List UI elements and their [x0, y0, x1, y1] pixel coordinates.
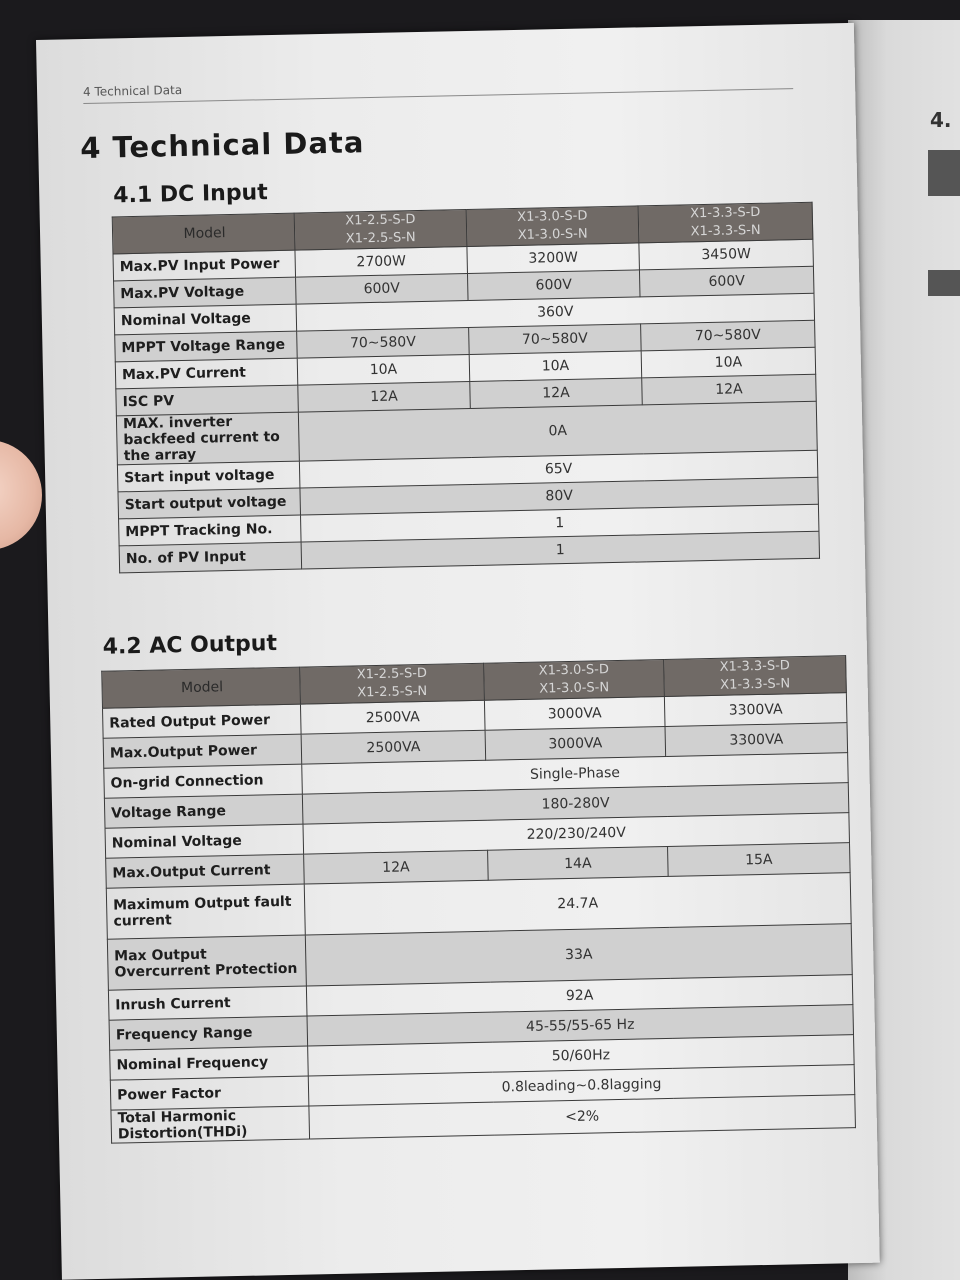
- model-variant: X1-3.3-S-N: [720, 676, 791, 693]
- dc-row-value: 70~580V: [469, 324, 642, 355]
- facing-page-section-number: 4.: [930, 108, 952, 132]
- dc-row-label: ISC PV: [116, 385, 299, 416]
- thumb: [0, 440, 42, 550]
- dc-row-value: 80V: [300, 477, 818, 515]
- ac-row-label: Voltage Range: [104, 794, 303, 828]
- ac-row-value: 2500VA: [300, 700, 485, 734]
- model-variant: X1-3.0-S-N: [517, 226, 588, 243]
- dc-row-value: 65V: [299, 450, 817, 488]
- model-variant: X1-2.5-S-D: [356, 665, 428, 683]
- dc-row-value: 3450W: [639, 239, 814, 270]
- ac-row-value: 180-280V: [302, 783, 849, 824]
- dc-row-value: 10A: [469, 351, 642, 382]
- ac-row-label: Power Factor: [110, 1076, 309, 1110]
- dc-row-value: 10A: [297, 354, 470, 385]
- dc-model-name: [294, 210, 467, 251]
- dc-row-label: MPPT Tracking No.: [119, 515, 302, 546]
- dc-input-table: [112, 202, 820, 574]
- ac-row-value: 0.8leading~0.8lagging: [308, 1065, 855, 1106]
- ac-model-label: Model: [102, 667, 301, 708]
- ac-row-value: 220/230/240V: [303, 813, 850, 854]
- ac-row-label: Rated Output Power: [103, 704, 302, 738]
- dc-row-value: 12A: [298, 381, 471, 412]
- manual-page: [36, 23, 880, 1280]
- ac-row-label: On-grid Connection: [104, 764, 303, 798]
- model-variant: X1-2.5-S-D: [345, 212, 416, 229]
- ac-row-label: Maximum Output fault current: [106, 884, 305, 939]
- model-variant: X1-2.5-S-N: [345, 230, 416, 247]
- ac-row-value: 3000VA: [484, 696, 665, 730]
- dc-model-name: [638, 202, 813, 243]
- running-head: 4 Technical Data: [82, 82, 183, 100]
- model-variant: X1-3.0-S-D: [517, 208, 588, 225]
- ac-row-label: Max.Output Power: [103, 734, 302, 768]
- dc-model-label: Model: [112, 213, 295, 254]
- ac-row-value: <2%: [309, 1095, 856, 1139]
- dc-row-value: 70~580V: [297, 328, 470, 359]
- dc-row-label: Start output voltage: [118, 488, 301, 519]
- header-rule: [83, 88, 793, 104]
- dc-row-value: 360V: [296, 293, 814, 331]
- ac-row-value: 2500VA: [301, 730, 486, 764]
- dc-row-value: 600V: [467, 270, 640, 301]
- dc-input-heading: 4.1 DC Input: [113, 180, 268, 209]
- dc-row-value: 10A: [641, 347, 816, 378]
- ac-output-table: [101, 655, 856, 1143]
- dc-row-value: 12A: [470, 378, 643, 409]
- page-title: 4 Technical Data: [79, 125, 365, 166]
- ac-output-heading: 4.2 AC Output: [102, 631, 278, 660]
- ac-row-value: 50/60Hz: [308, 1035, 855, 1076]
- dc-row-value: 1: [301, 531, 819, 569]
- facing-page-bar: [928, 270, 960, 296]
- model-variant: X1-3.3-S-N: [690, 222, 761, 240]
- dc-model-name: [466, 206, 639, 247]
- facing-page-bar: [928, 150, 960, 196]
- ac-model-name: [484, 659, 665, 700]
- ac-row-label: Frequency Range: [109, 1016, 308, 1050]
- dc-row-value: 70~580V: [641, 320, 816, 351]
- ac-row-value: 92A: [306, 975, 853, 1016]
- ac-row-label: Max.Output Current: [106, 854, 305, 888]
- dc-row-value: 2700W: [295, 247, 468, 278]
- ac-row-value: 3300VA: [665, 723, 848, 757]
- dc-row-label: Start input voltage: [117, 461, 300, 492]
- ac-row-value: 12A: [304, 850, 489, 884]
- ac-row-label: Nominal Voltage: [105, 824, 304, 858]
- dc-row-value: 12A: [642, 374, 817, 405]
- dc-row-label: Max.PV Voltage: [114, 277, 297, 308]
- dc-row-value: 0A: [298, 401, 817, 461]
- dc-row-label: Max.PV Current: [115, 358, 298, 389]
- ac-row-value: 3300VA: [664, 693, 847, 727]
- ac-row-value: 33A: [305, 924, 852, 986]
- dc-row-value: 1: [301, 504, 819, 542]
- ac-row-value: 15A: [668, 843, 851, 877]
- ac-row-value: Single-Phase: [302, 753, 849, 794]
- model-variant: X1-2.5-S-N: [357, 683, 428, 701]
- model-variant: X1-3.3-S-D: [719, 658, 791, 675]
- ac-row-value: 45-55/55-65 Hz: [307, 1005, 854, 1046]
- dc-row-label: MAX. inverter backfeed current to the array: [116, 412, 299, 465]
- ac-row-label: Max Output Overcurrent Protection: [107, 935, 306, 990]
- ac-row-label: Inrush Current: [108, 986, 307, 1020]
- ac-row-value: 24.7A: [304, 873, 851, 935]
- model-variant: X1-3.0-S-D: [538, 662, 610, 679]
- dc-row-label: Nominal Voltage: [114, 304, 297, 335]
- ac-model-name: [664, 656, 847, 697]
- dc-row-label: No. of PV Input: [119, 542, 302, 573]
- dc-row-value: 600V: [296, 274, 469, 305]
- dc-row-value: 3200W: [467, 243, 640, 274]
- model-variant: X1-3.0-S-N: [539, 680, 610, 697]
- ac-model-name: [300, 663, 485, 704]
- dc-row-value: 600V: [639, 266, 814, 297]
- model-variant: X1-3.3-S-D: [690, 204, 761, 222]
- ac-row-value: 3000VA: [485, 726, 666, 760]
- ac-row-label: Total Harmonic Distortion(THDi): [111, 1106, 310, 1143]
- ac-row-label: Nominal Frequency: [110, 1046, 309, 1080]
- ac-row-value: 14A: [488, 846, 669, 880]
- dc-row-label: MPPT Voltage Range: [115, 331, 298, 362]
- dc-row-label: Max.PV Input Power: [113, 250, 296, 281]
